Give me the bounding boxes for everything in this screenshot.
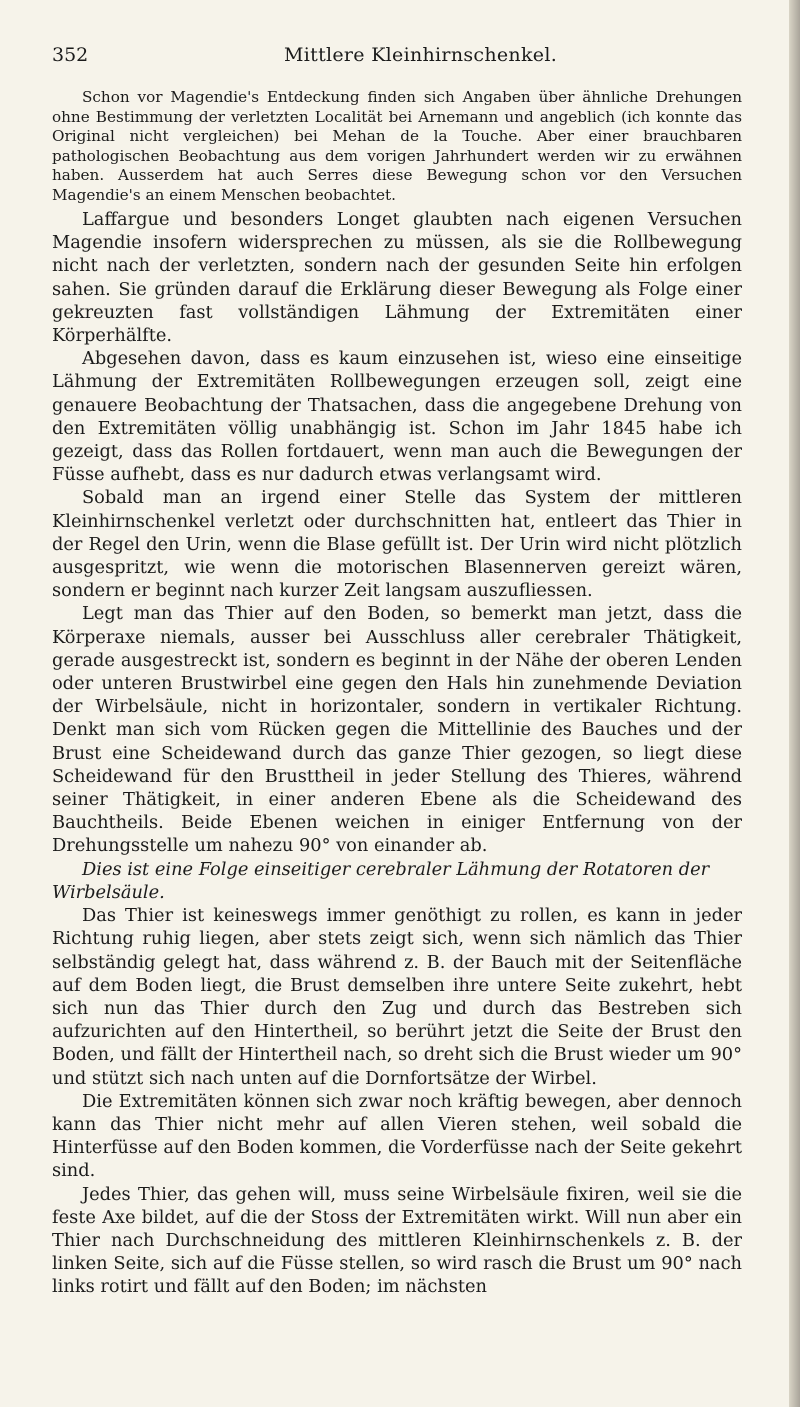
paragraph-sobald: Sobald man an irgend einer Stelle das System der mittleren Kleinhirnschenkel verletzt oder durchschnitten hat, entleert das Thier in der Regel den Urin, wenn die Blase gefüllt ist. Der Urin wird nicht plötzlich ausgespritzt, wie wenn die motorischen Blasennerven gereizt wären, sondern er beginnt nach kurzer Zeit langsam auszufliessen. [52, 487, 742, 602]
paragraph-extremitaeten: Die Extremitäten können sich zwar noch kräftig bewegen, aber dennoch kann das Thier nicht mehr auf allen Vieren stehen, weil sobald die Hinterfüsse auf den Boden kommen, die Vorderfüsse nach der Seite gekehrt sind. [52, 1090, 742, 1182]
paragraph-intro: Schon vor Magendie's Entdeckung finden sich Angaben über ähnliche Drehungen ohne Bestimmung der verletzten Localität bei Arnemann und angeblich (ich konnte das Original nicht vergleichen) bei Mehan de la Touche. Aber einer brauchbaren pathologischen Beobachtung aus dem vorigen Jahrhundert werden wir zu erwähnen haben. Ausserdem hat auch Serres diese Bewegung schon vor den Versuchen Magendie's an einem Menschen beobachtet. [52, 88, 742, 204]
page-edge-shadow [789, 0, 800, 1407]
section-heading: Dies ist eine Folge einseitiger cerebraler Lähmung der Rotatoren der Wirbelsäule. [52, 858, 710, 903]
paragraph-das-thier: Das Thier ist keineswegs immer genöthigt zu rollen, es kann in jeder Richtung ruhig liegen, aber stets zeigt sich, wenn sich nämlich das Thier selbständig gelegt hat, dass während z. B. der Bauch mit der Seitenfläche auf dem Boden liegt, die Brust demselben ihre untere Seite zukehrt, hebt sich nun das Thier durch den Zug und durch das Bestreben sich aufzurichten auf den Hintertheil, so berührt jetzt die Seite der Brust den Boden, und fällt der Hintertheil nach, so dreht sich die Brust wieder um 90° und stützt sich nach unten auf die Dornfortsätze der Wirbel. [52, 905, 742, 1089]
body-text [52, 88, 742, 1299]
page-number: 352 [52, 44, 89, 66]
paragraph-laffargue: Laffargue und besonders Longet glaubten nach eigenen Versuchen Magendie insofern widersprechen zu müssen, als sie die Rollbewegung nicht nach der verletzten, sondern nach der gesunden Seite hin erfolgen sahen. Sie gründen darauf die Erklärung dieser Bewegung als Folge einer gekreuzten fast vollständigen Lähmung der Extremitäten einer Körperhälfte. [52, 209, 742, 347]
running-title: Mittlere Kleinhirnschenkel. [284, 44, 558, 66]
paragraph-abgesehen: Abgesehen davon, dass es kaum einzusehen ist, wieso eine einseitige Lähmung der Extremitäten Rollbewegungen erzeugen soll, zeigt eine genauere Beobachtung der Thatsachen, dass die angegebene Drehung von den Extremitäten völlig unabhängig ist. Schon im Jahr 1845 habe ich gezeigt, dass das Rollen fortdauert, wenn man auch die Bewegungen der Füsse aufhebt, dass es nur dadurch etwas verlangsamt wird. [52, 348, 742, 486]
paragraph-jedes-thier: Jedes Thier, das gehen will, muss seine Wirbelsäule fixiren, weil sie die feste Axe bildet, auf die der Stoss der Extremitäten wirkt. Will nun aber ein Thier nach Durchschneidung des mittleren Kleinhirnschenkels z. B. der linken Seite, sich auf die Füsse stellen, so wird rasch die Brust um 90° nach links rotirt und fällt auf den Boden; im nächsten [52, 1183, 742, 1298]
paragraph-legt-man: Legt man das Thier auf den Boden, so bemerkt man jetzt, dass die Körperaxe niemals, ausser bei Ausschluss aller cerebraler Thätigkeit, gerade ausgestreckt ist, sondern es beginnt in der Nähe der oberen Lenden oder unteren Brustwirbel eine gegen den Hals hin zunehmende Deviation der Wirbelsäule, nicht in horizontaler, sondern in vertikaler Richtung. Denkt man sich vom Rücken gegen die Mittellinie des Bauches und der Brust eine Scheidewand durch das ganze Thier gezogen, so liegt diese Scheidewand für den Brusttheil in jeder Stellung des Thieres, während seiner Thätigkeit, in einer anderen Ebene als die Scheidewand des Bauchtheils. Beide Ebenen weichen in einiger Entfernung von der Drehungsstelle um nahezu 90° von einander ab. [52, 603, 742, 857]
page-header [52, 44, 738, 70]
